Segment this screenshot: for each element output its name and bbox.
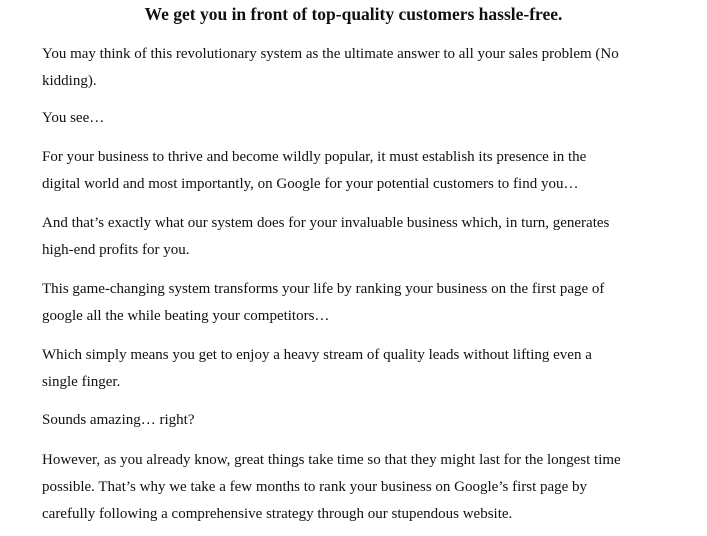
paragraph-line: google all the while beating your competitors… <box>42 308 330 324</box>
paragraph-line: single finger. <box>42 374 121 390</box>
paragraph-line: kidding). <box>42 73 97 89</box>
paragraph <box>42 407 674 434</box>
paragraph <box>42 210 674 264</box>
paragraph-line: possible. That’s why we take a few months to rank your business on Google’s first page by <box>42 479 588 495</box>
paragraph-line: You see… <box>42 110 105 126</box>
paragraph-line: high-end profits for you. <box>42 242 190 258</box>
document-heading: We get you in front of top-quality customers hassle-free. <box>144 4 563 24</box>
paragraph-line: This game-changing system transforms your life by ranking your business on the first page of <box>42 281 605 297</box>
paragraph-line: You may think of this revolutionary system as the ultimate answer to all your sales problem (No <box>42 46 619 62</box>
paragraph <box>42 41 674 95</box>
paragraph-line: However, as you already know, great things take time so that they might last for the longest time <box>42 452 621 468</box>
paragraph-line: Which simply means you get to enjoy a heavy stream of quality leads without lifting even a <box>42 347 592 363</box>
paragraph <box>42 276 674 330</box>
paragraph <box>42 447 674 528</box>
paragraph-line: digital world and most importantly, on Google for your potential customers to find you… <box>42 176 579 192</box>
paragraph <box>42 144 674 198</box>
paragraph <box>42 105 674 132</box>
paragraph-line: And that’s exactly what our system does for your invaluable business which, in turn, generates <box>42 215 610 231</box>
paragraph-line: Sounds amazing… right? <box>42 412 195 428</box>
paragraph-line: carefully following a comprehensive strategy through our stupendous website. <box>42 506 513 522</box>
paragraph-line: For your business to thrive and become wildly popular, it must establish its presence in the <box>42 149 587 165</box>
paragraph <box>42 342 674 396</box>
